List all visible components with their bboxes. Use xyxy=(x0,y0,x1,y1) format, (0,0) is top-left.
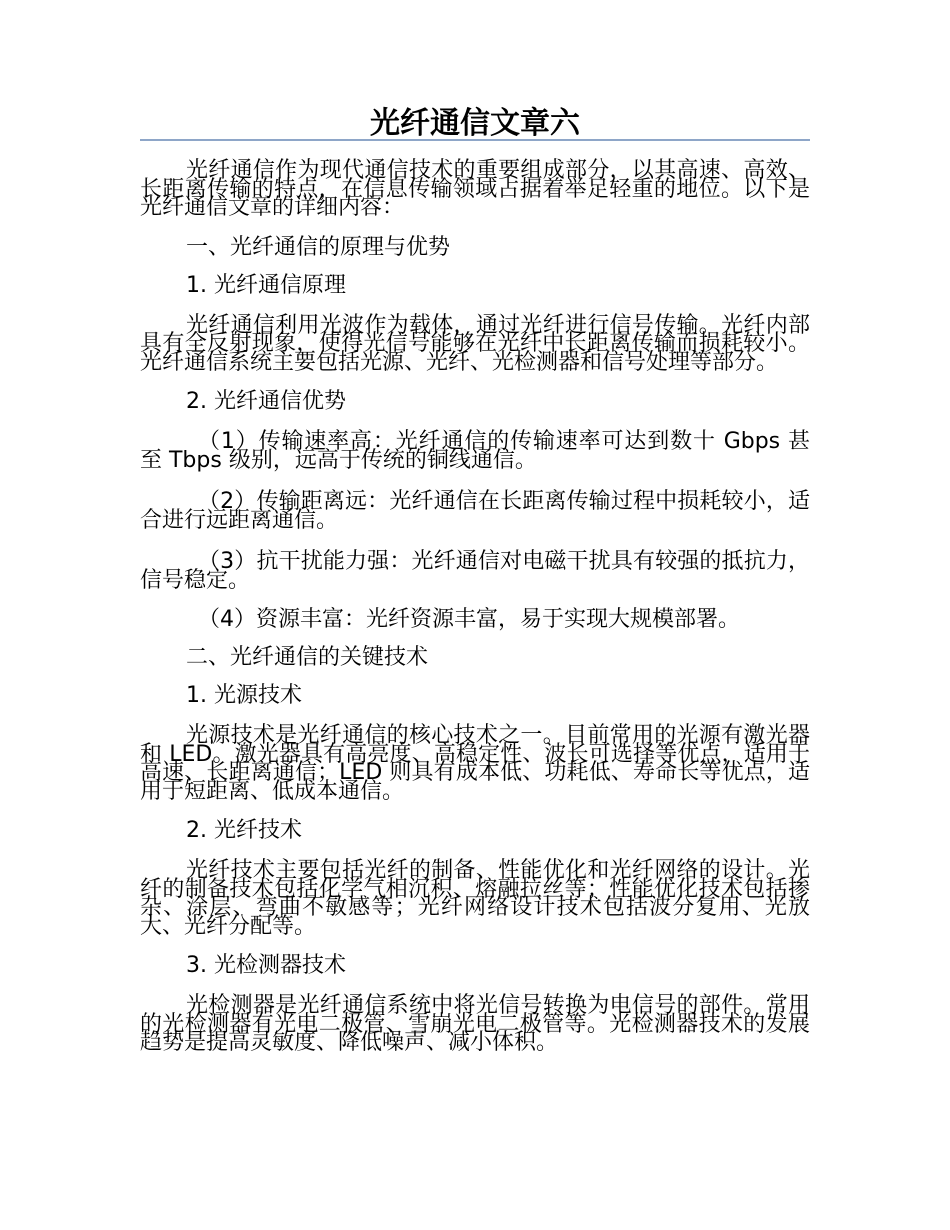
advantage-item-speed: （1）传输速率高：光纤通信的传输速率可达到数十 Gbps 甚至 Tbps 级别，远高于传统的铜线通信。 xyxy=(140,429,810,473)
intro-paragraph: 光纤通信作为现代通信技术的重要组成部分，以其高速、高效、长距离传输的特点，在信息传输领域占据着举足轻重的地位。以下是光纤通信文章的详细内容： xyxy=(140,158,810,220)
detector-tech-paragraph: 光检测器是光纤通信系统中将光信号转换为电信号的部件。常用的光检测器有光电二极管、雪崩光电二极管等。光检测器技术的发展趋势是提高灵敏度、降低噪声、减小体积。 xyxy=(140,993,810,1055)
subheading-light-source: 1. 光源技术 xyxy=(186,683,302,708)
section-heading-key-tech: 二、光纤通信的关键技术 xyxy=(186,645,429,670)
light-source-paragraph: 光源技术是光纤通信的核心技术之一。目前常用的光源有激光器和 LED。激光器具有高亮度、高稳定性、波长可选择等优点，适用于高速、长距离通信；LED 则具有成本低、功耗低、寿命长等优点，适用于短距离、低成本通信。 xyxy=(140,723,810,804)
subheading-principle: 1. 光纤通信原理 xyxy=(186,272,346,298)
title-underline xyxy=(140,139,810,141)
document-title: 光纤通信文章六 xyxy=(370,106,580,141)
subheading-advantages: 2. 光纤通信优势 xyxy=(186,389,346,414)
principle-paragraph: 光纤通信利用光波作为载体，通过光纤进行信号传输。光纤内部具有全反射现象，使得光信号能够在光纤中长距离传输而损耗较小。光纤通信系统主要包括光源、光纤、光检测器和信号处理等部分。 xyxy=(140,312,810,375)
fiber-tech-paragraph: 光纤技术主要包括光纤的制备、性能优化和光纤网络的设计。光纤的制备技术包括化学气相沉积、熔融拉丝等；性能优化技术包括掺杂、涂层、弯曲不敏感等；光纤网络设计技术包括波分复用、光放大、光纤分配等。 xyxy=(140,858,810,939)
document-body xyxy=(140,158,810,1072)
section-heading-principles: 一、光纤通信的原理与优势 xyxy=(186,234,451,260)
advantage-item-resources: （4）资源丰富：光纤资源丰富，易于实现大规模部署。 xyxy=(198,607,740,632)
advantage-item-interference: （3）抗干扰能力强：光纤通信对电磁干扰具有较强的抵抗力，信号稳定。 xyxy=(140,549,810,593)
subheading-fiber-tech: 2. 光纤技术 xyxy=(186,818,302,843)
advantage-item-distance: （2）传输距离远：光纤通信在长距离传输过程中损耗较小，适合进行远距离通信。 xyxy=(140,489,810,533)
subheading-detector-tech: 3. 光检测器技术 xyxy=(186,953,346,978)
